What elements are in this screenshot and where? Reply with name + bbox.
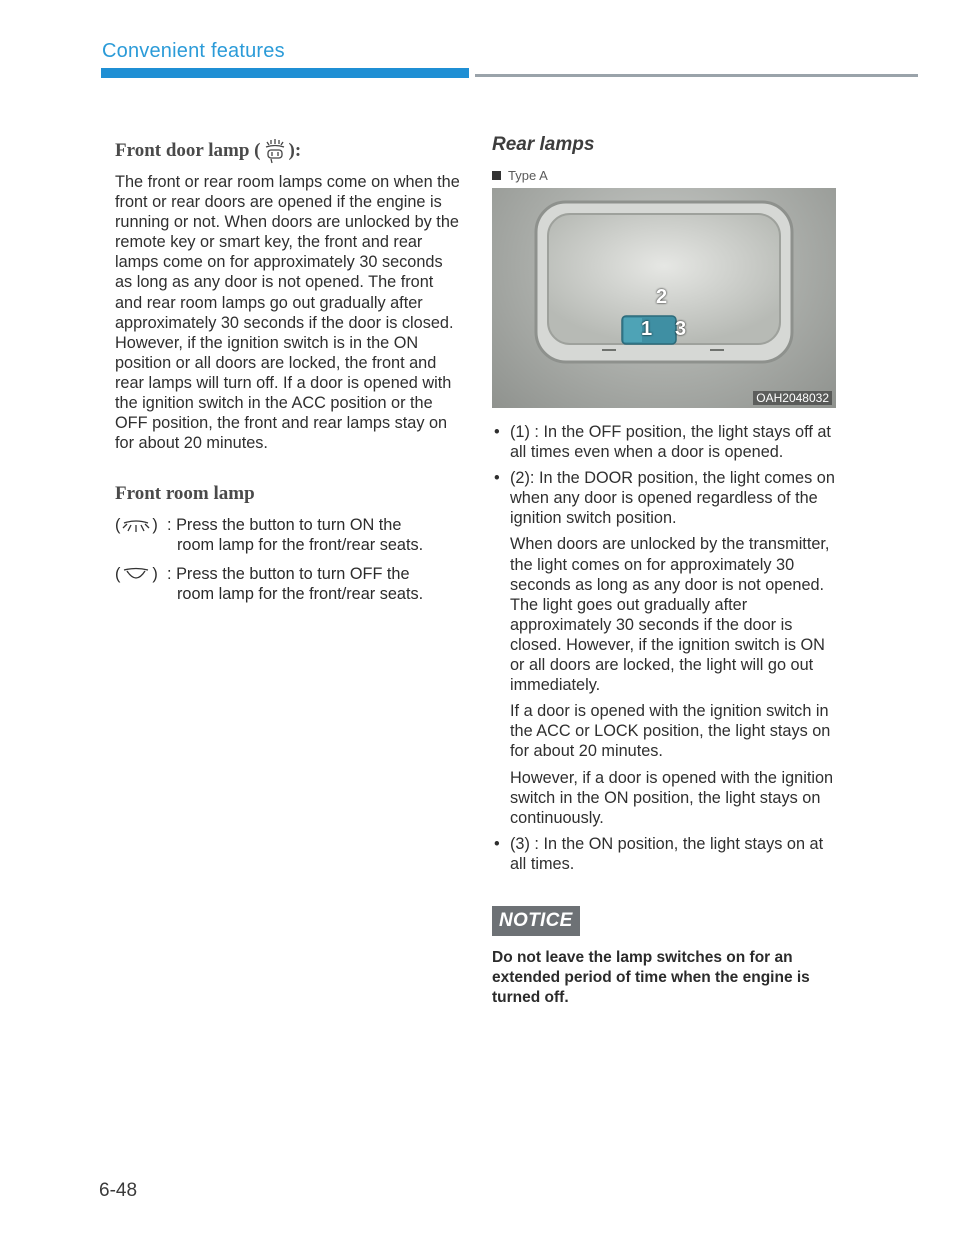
image-caption: OAH2048032 [753,391,832,405]
list-item: • (2): In the DOOR position, the light comes on when any door is opened regardless of the ignition switch position. When doors are unlocked by the transmitter, the light comes on for approximately 30 seconds as long as any door is not opened. The light goes out gradually after approximately 30 seconds if the door is closed. However, if the ignition switch is ON or all doors are locked, the light will go out immediately. If a door is opened with the ignition switch in the ACC or LOCK position, the light stays on for about 20 minutes. However, if a door is opened with the ignition switch in the ON position, the light stays on continuously. [492,468,840,828]
rear-lamp-photo [492,188,836,408]
left-column [115,138,460,604]
right-column [492,134,840,1008]
rear-lamps-heading: Rear lamps [492,134,595,155]
list-item: • (1) : In the OFF position, the light stays off at all times even when a door is opened. [492,422,840,462]
lamp-on-icon [120,516,152,534]
list-item: • (3) : In the ON position, the light stays on at all times. [492,834,840,874]
notice-badge: NOTICE [492,906,580,936]
rear-lamp-bullets [492,422,840,874]
notice-text: Do not leave the lamp switches on for an extended period of time when the engine is turned off. [492,948,810,1007]
page-number: 6-48 [99,1180,138,1201]
front-room-lamp-heading: Front room lamp [115,483,255,505]
type-label: Type A [492,168,840,183]
callout-1: 1 [641,318,653,340]
door-lamp-icon [262,138,288,164]
square-bullet-icon [492,171,501,180]
header-accent-bar [101,68,469,78]
lamp-off-item: ( ) : Press the button to turn OFF the room lamp for the front/rear seats. [115,564,424,603]
front-door-lamp-body: The front or rear room lamps come on when the front or rear doors are opened if the engine is running or not. When doors are unlocked by the remote key or smart key, the front and rear lamps come on for approximately 30 seconds as long as any door is not opened. The front and rear room lamps go out gradually after approximately 30 seconds if the door is closed. However, if the ignition switch is in the ON position or all doors are locked, the front and rear lamps will turn off. If a door is opened with the ignition switch in the ACC position or the OFF position, the front and rear lamps stay on for about 20 minutes. [115,173,460,453]
section-title: Convenient features [102,40,285,62]
lamp-on-item: ( ) : Press the button to turn ON the room lamp for the front/rear seats. [115,516,424,555]
lamp-off-icon [120,565,152,583]
callout-3: 3 [675,318,687,340]
front-door-lamp-heading: Front door lamp ( ): [115,138,460,164]
header-rule [475,74,918,77]
callout-2: 2 [656,286,668,308]
